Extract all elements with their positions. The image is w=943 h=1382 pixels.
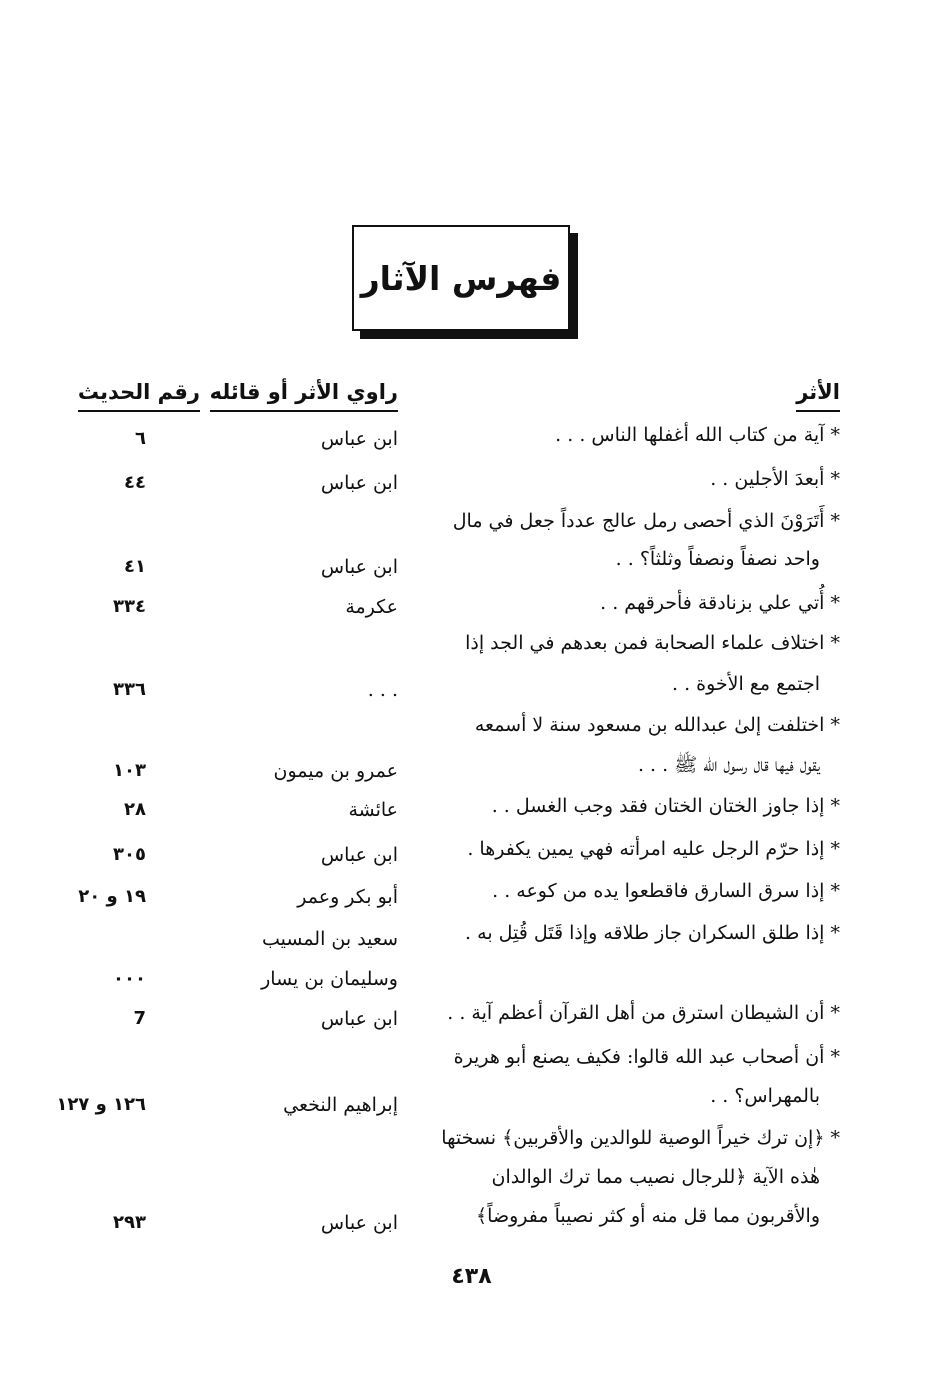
- athar-text-continuation: اجتمع مع الأخوة . .: [671, 673, 820, 695]
- athar-text: * آية من كتاب الله أغفلها الناس . . .: [555, 424, 840, 446]
- hadith-number: ٣٣٦: [113, 679, 146, 700]
- rawi-name: ابن عباس: [320, 1212, 398, 1234]
- rawi-name: أبو بكر وعمر: [297, 886, 398, 908]
- rawi-name: سعيد بن المسيب: [261, 928, 398, 950]
- title-frame: [352, 225, 570, 331]
- athar-text: * اختلاف علماء الصحابة فمن بعدهم في الجد إذا: [465, 632, 840, 654]
- header-rawi: راوي الأثر أو قائله: [210, 378, 398, 412]
- hadith-number: ١٢٦ و ١٢٧: [56, 1094, 146, 1115]
- athar-text: * أَتَرَوْنَ الذي أحصى رمل عالج عدداً جعل في مال: [452, 510, 840, 532]
- athar-text: * إذا طلق السكران جاز طلاقه وإذا قَتَل قُتِل به .: [465, 922, 840, 944]
- athar-text: * أن أصحاب عبد الله قالوا: فكيف يصنع أبو هريرة: [453, 1046, 840, 1068]
- athar-text-continuation: بالمهراس؟ . .: [710, 1085, 820, 1107]
- athar-text: * أُتي علي بزنادقة فأحرقهم . .: [600, 592, 840, 614]
- athar-text: * إذا حرّم الرجل عليه امرأته فهي يمين يكفرها .: [467, 838, 840, 860]
- hadith-number: ٣٣٤: [113, 596, 146, 617]
- header-number: رقم الحديث: [78, 378, 200, 412]
- rawi-name: عمرو بن ميمون: [273, 760, 398, 782]
- rawi-name: . . .: [367, 679, 398, 701]
- athar-text: * أن الشيطان استرق من أهل القرآن أعظم آية . .: [447, 1002, 840, 1024]
- athar-text-continuation: والأقربون مما قل منه أو كثر نصيباً مفروضاً﴾: [476, 1205, 820, 1227]
- hadith-number: ٢٨: [124, 799, 146, 820]
- hadith-number: ٠٠٠: [113, 968, 146, 989]
- hadith-number: ٢٩٣: [113, 1212, 146, 1233]
- hadith-number: ١٩ و ٢٠: [78, 886, 146, 907]
- rawi-name: إبراهيم النخعي: [283, 1094, 398, 1116]
- athar-text: * أبعدَ الأجلين . .: [710, 468, 840, 490]
- hadith-number: 7: [133, 1008, 146, 1029]
- rawi-name: ابن عباس: [320, 1008, 398, 1030]
- rawi-name: ابن عباس: [320, 556, 398, 578]
- hadith-number: ٤١: [124, 556, 146, 577]
- rawi-name: ابن عباس: [320, 844, 398, 866]
- athar-text: * إذا جاوز الختان الختان فقد وجب الغسل . .: [491, 795, 840, 817]
- rawi-name: ابن عباس: [320, 428, 398, 450]
- page-number: ٤٣٨: [451, 1264, 492, 1289]
- rawi-name: عكرمة: [345, 596, 398, 618]
- athar-text: * إذا سرق السارق فاقطعوا يده من كوعه . .: [492, 880, 840, 902]
- athar-text: * ﴿إن ترك خيراً الوصية للوالدين والأقربين﴾ نسختها: [441, 1127, 840, 1149]
- hadith-number: ٤٤: [124, 472, 146, 493]
- rawi-name: عائشة: [348, 799, 398, 821]
- rawi-name: وسليمان بن يسار: [261, 968, 398, 990]
- header-athar: الأثر: [796, 378, 840, 412]
- athar-text-continuation: واحد نصفاً ونصفاً وثلثاً؟ . .: [615, 548, 820, 570]
- page-title: فهرس الآثار: [352, 225, 570, 331]
- athar-text: * اختلفت إلىٰ عبدالله بن مسعود سنة لا أسمعه: [474, 714, 840, 736]
- athar-text-continuation: هٰذه الآية ﴿للرجال نصيب مما ترك الوالدان: [491, 1166, 820, 1188]
- rawi-name: ابن عباس: [320, 472, 398, 494]
- hadith-number: ١٠٣: [113, 760, 146, 781]
- hadith-number: ٦: [135, 428, 146, 449]
- hadith-number: ٣٠٥: [113, 844, 146, 865]
- athar-text-continuation: يقول فيها قال رسول الله ﷺ . . .: [637, 754, 820, 776]
